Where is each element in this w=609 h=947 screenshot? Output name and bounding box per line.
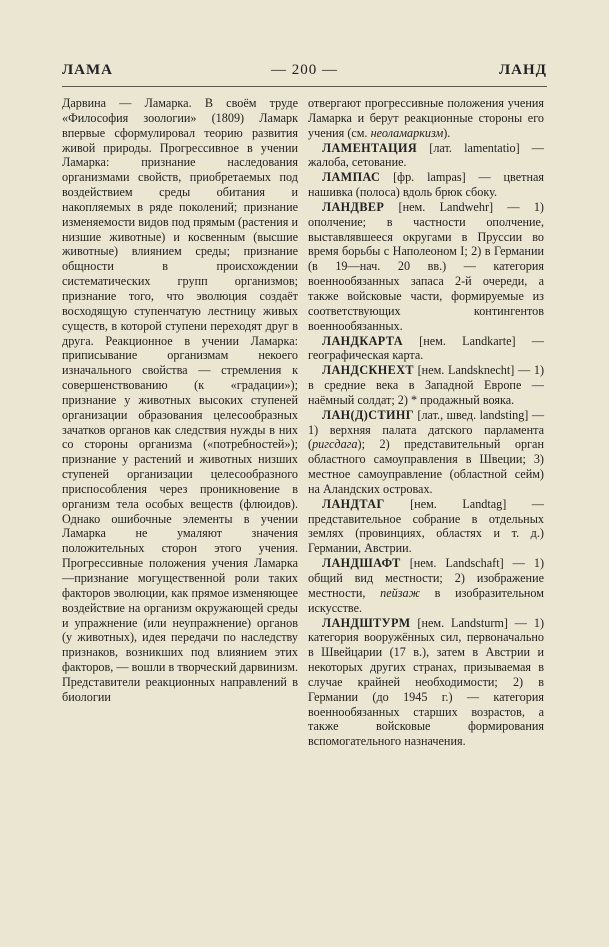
entry-landshturm	[308, 616, 544, 750]
headword: ЛАНДШТУРМ	[322, 615, 411, 630]
definition: [нем. Landtag] — представительное собрание в отдельных землях (провинциях, областях и т. д.) Германии, Австрии.	[308, 496, 544, 556]
headword: ЛАНДТАГ	[322, 496, 385, 511]
intro-crossref: неоламаркизм	[370, 125, 444, 140]
headword: ЛАН(Д)СТИНГ	[322, 407, 414, 422]
entry-landshaft	[308, 556, 544, 615]
lamarck-entry-continuation: Дарвина — Ламарка. В своём труде «Философия зоологии» (1809) Ламарк впервые сформулировал теорию развития живой природы. Прогрессивное в учении Ламарка: признание наследования организмами свойств, приобретаемых под воздействием среды обитания и накопляемых в ряде поколений; признание изменяемости видов под прямым (растения и низшие животные) и косвенным (высшие животные) влиянием среды; признание общности в происхождении систематических групп организмов; признание того, что эволюция создаёт восходящую ступенчатую лестницу живых существ, в которой ступени переходят друг в друга. Реакционное в учении Ламарка: приписывание организмам некоего изначального свойства — стремления к совершенствованию (к «градации»); признание у животных высоких ступеней организации образования целесообразных зачатков органов как следствия нужды в них со стороны организма («потребностей»); признание у растений и животных низших ступеней организации целесообразного приспособления через проникновение в организм тела особых веществ (флюидов). Однако ошибочные элементы в учении Ламарка не умаляют значения положительных сторон этого учения. Прогрессивные положения учения Ламарка—признание могущественной роли таких факторов эволюции, как прямое изменяющее воздействие на организм окружающей среды и упражнение (или неупражнение) органов (у животных), идея передачи по наследству признаков, возникших под влиянием этих факторов, — вошли в творческий дарвинизм. Представители реакционных направлений в биологии	[62, 96, 298, 704]
definition: [нем. Landsknecht] — 1) в средние века в Западной Европе — наёмный солдат; 2) * продажный вояка.	[308, 363, 545, 407]
definition: [лат. lamentatio] — жалоба, сетование.	[308, 140, 544, 170]
definition-part: ); 2) представительный орган областного самоуправления в Швеции; 3) местное самоуправление (областной сейм) на Аландских островах.	[308, 437, 544, 496]
page-number: — 200 —	[271, 62, 338, 78]
definition-italic: ригсдага	[312, 437, 358, 452]
entry-landsknekht	[308, 363, 544, 408]
definition: [нем. Landsturm] — 1) категория вооружённых сил, первоначально в Швейцарии (17 в.), затем в Австрии и некоторых других странах, призываемая в случае крайней необходимости; 2) в Германии (до 1945 г.) — категория военнообязанных старших возрастов, а также войсковые формирования вспомогательного назначения.	[308, 615, 545, 749]
definition: [фр. lampas] — цветная нашивка (полоса) вдоль брюк сбоку.	[308, 170, 545, 200]
page-header	[62, 62, 547, 84]
headword: ЛАНДКАРТА	[322, 333, 403, 348]
header-first-word: ЛАМА	[62, 62, 113, 78]
headword: ЛАНДСКНЕХТ	[322, 363, 414, 378]
headword: ЛАНДВЕР	[322, 199, 385, 214]
header-rule	[62, 86, 547, 87]
entry-landkarta	[308, 334, 544, 364]
right-column	[308, 96, 544, 749]
definition: [нем. Landwehr] — 1) ополчение; в частности ополчение, выставлявшееся округами в Пруссии во время борьбы с Наполеоном I; 2) в Германии (в 19—нач. 20 вв.) — категория военнообязанных запаса 2-й очереди, а также войсковые части, формируемые из соответствующих контингентов военнообязанных.	[308, 199, 544, 333]
definition-part: [нем. Landschaft] — 1) общий вид местности; 2) изображение местности,	[308, 556, 545, 600]
entry-landtag	[308, 497, 544, 556]
definition: [нем. Landkarte] — географическая карта.	[308, 333, 544, 363]
headword: ЛАНДШАФТ	[322, 556, 401, 571]
lamarck-entry-end	[308, 96, 544, 141]
headword: ЛАМЕНТАЦИЯ	[322, 140, 418, 155]
entry-lamentatsiya	[308, 141, 544, 171]
entry-lampas	[308, 170, 544, 200]
intro-text: отвергают прогрессивные положения учения Ламарка и берут реакционные стороны его учения (см.	[308, 96, 544, 140]
entry-landver	[308, 200, 544, 334]
definition-italic: пейзаж	[380, 585, 420, 600]
definition-part: в изобразительном искусстве.	[308, 585, 545, 615]
entry-landsting	[308, 408, 544, 497]
header-last-word: ЛАНД	[499, 62, 547, 78]
headword: ЛАМПАС	[322, 170, 381, 185]
definition-part: [лат., швед. landsting] — 1) верхняя палата датского парламента (	[308, 407, 545, 452]
left-column	[62, 96, 298, 705]
intro-end: ).	[443, 125, 451, 140]
